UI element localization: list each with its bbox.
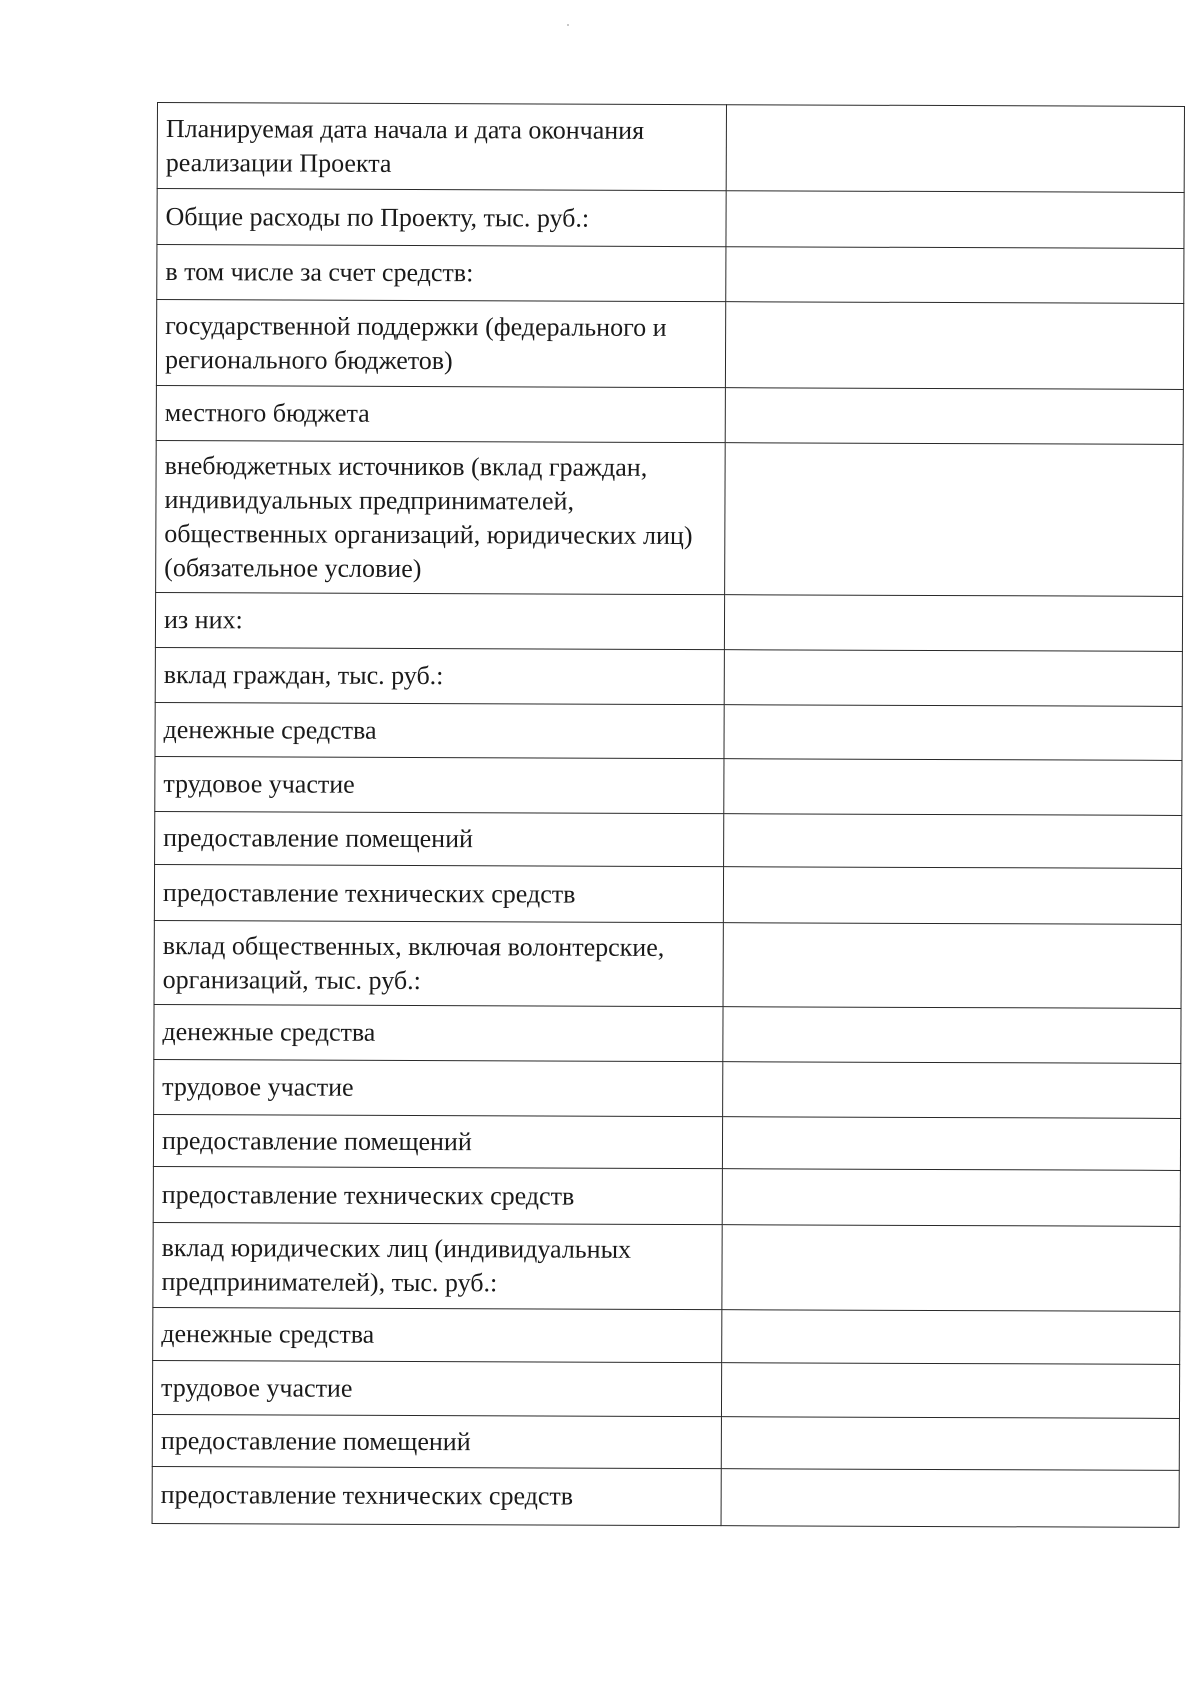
row-label: денежные средства <box>154 1004 723 1061</box>
row-value-cell[interactable] <box>721 1363 1179 1419</box>
table-row <box>153 1166 1180 1226</box>
row-label: предоставление технических средств <box>152 1466 721 1525</box>
table-row <box>154 1059 1181 1118</box>
row-value-cell[interactable] <box>722 1225 1180 1312</box>
row-label: предоставление технических средств <box>153 1166 722 1224</box>
row-value-cell[interactable] <box>723 1007 1181 1064</box>
row-label: внебюджетных источников (вклад граждан, индивидуальных предпринимателей, общественных организаций, юридических лиц) (обязательное условие) <box>156 440 726 594</box>
table-row <box>154 864 1181 924</box>
row-value-cell[interactable] <box>722 1169 1180 1227</box>
table-row <box>152 1466 1179 1527</box>
row-value-cell[interactable] <box>725 302 1183 390</box>
row-value-cell[interactable] <box>722 1117 1180 1171</box>
row-value-cell[interactable] <box>722 1310 1180 1365</box>
table-row <box>153 1114 1180 1170</box>
row-label: предоставление технических средств <box>154 864 723 922</box>
row-label: местного бюджета <box>156 385 725 442</box>
row-value-cell[interactable] <box>726 247 1184 304</box>
table-row <box>157 189 1184 249</box>
row-label: денежные средства <box>153 1307 722 1362</box>
table-row <box>155 702 1182 760</box>
table-row <box>156 440 1184 596</box>
row-label: трудовое участие <box>155 756 724 813</box>
row-label: государственной поддержки (федерального и регионального бюджетов) <box>156 300 725 388</box>
row-value-cell[interactable] <box>726 191 1184 249</box>
table-row <box>153 1307 1180 1364</box>
row-label: трудовое участие <box>154 1059 723 1116</box>
table-row <box>155 811 1182 868</box>
table-row <box>154 920 1181 1008</box>
row-value-cell[interactable] <box>721 1417 1179 1471</box>
row-value-cell[interactable] <box>725 443 1184 597</box>
row-label: вклад юридических лиц (индивидуальных предпринимателей), тыс. руб.: <box>153 1222 722 1309</box>
row-value-cell[interactable] <box>726 105 1184 193</box>
table-row <box>156 385 1183 444</box>
row-label: в том числе за счет средств: <box>157 245 726 302</box>
table-row <box>157 245 1184 304</box>
row-label: предоставление помещений <box>152 1414 721 1468</box>
row-value-cell[interactable] <box>724 814 1182 869</box>
row-value-cell[interactable] <box>723 867 1181 925</box>
project-budget-table <box>152 102 1185 1528</box>
row-value-cell[interactable] <box>723 1062 1181 1119</box>
scan-artifact <box>567 24 569 26</box>
row-value-cell[interactable] <box>721 1469 1179 1528</box>
table-row <box>154 1004 1181 1063</box>
table-row <box>156 300 1183 390</box>
row-label: Общие расходы по Проекту, тыс. руб.: <box>157 189 726 247</box>
row-label: вклад общественных, включая волонтерские, организаций, тыс. руб.: <box>154 920 723 1006</box>
table-row <box>152 1360 1179 1418</box>
row-value-cell[interactable] <box>724 705 1182 761</box>
table-row <box>153 1222 1180 1311</box>
row-label: трудовое участие <box>152 1360 721 1416</box>
row-label: предоставление помещений <box>155 811 724 866</box>
row-value-cell[interactable] <box>724 650 1182 707</box>
table-row <box>152 1414 1179 1470</box>
row-label: Планируемая дата начала и дата окончания реализации Проекта <box>157 103 726 191</box>
row-label: предоставление помещений <box>153 1114 722 1168</box>
table-row <box>157 103 1184 193</box>
table-row <box>155 756 1182 815</box>
row-label: вклад граждан, тыс. руб.: <box>155 647 724 704</box>
row-label: денежные средства <box>155 702 724 758</box>
row-value-cell[interactable] <box>724 759 1182 816</box>
row-value-cell[interactable] <box>725 388 1183 445</box>
row-value-cell[interactable] <box>723 923 1181 1009</box>
table-row <box>155 647 1182 706</box>
row-value-cell[interactable] <box>724 595 1182 652</box>
table-row <box>155 592 1182 651</box>
project-budget-table-wrapper <box>152 102 1150 1528</box>
row-label: из них: <box>155 592 724 649</box>
